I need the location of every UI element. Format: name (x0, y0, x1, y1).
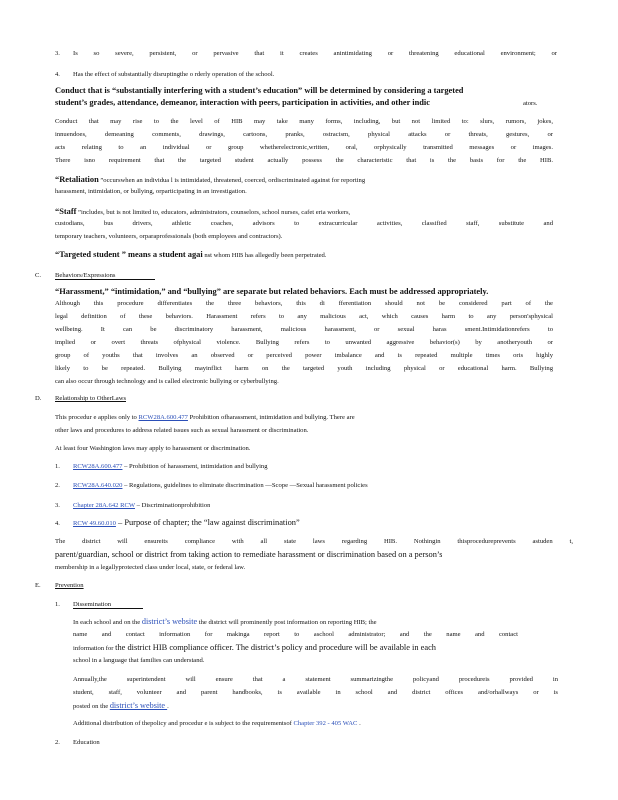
law-list-item (73, 518, 300, 527)
paragraph-line: membership in a legallyprotected class under local, state, or federal law. (55, 564, 246, 571)
paragraph-line: acts relating to an individual or group whetherelectronic,written, oral, orphysically transmitted messages or images. (55, 144, 553, 151)
list-number: 1. (55, 463, 60, 470)
law-list-item (73, 463, 268, 470)
list-number: 3. (55, 50, 60, 57)
conduct-heading: Conduct that is “substantially interfering with a student’s education” will be determined by considering a targeted (55, 86, 464, 95)
laws-intro: At least four Washington laws may apply to harassment or discrimination. (55, 445, 251, 452)
paragraph-text: In each school and on the (73, 619, 142, 626)
conduct-heading-tail: ators. (523, 100, 538, 107)
compliance-officer-text: the district HIB compliance officer. The district’s policy and procedure will be available in each (115, 643, 436, 652)
paragraph-line: Although this procedure differentiates the three behaviors, this di fferentiation should not be considered part of the (55, 300, 553, 307)
behaviors-heading: “Harassment,” “intimidation,” and “bullying” are separate but related behaviors. Each must be addressed appropriately. (55, 287, 489, 296)
section-title: Behaviors/Expressions (55, 272, 155, 280)
paragraph-text: Additional distribution of thepolicy and procedur e is subject to the requirementsof (73, 720, 294, 727)
definition-bold: ” means a student agai (119, 250, 203, 259)
paragraph-text: . (167, 703, 169, 710)
staff-definition (55, 207, 350, 216)
district-website-link[interactable]: district’s website (109, 701, 168, 710)
paragraph-line: The district will ensureits compliance with all state laws regarding HIB. Nothingin thisprocedureprevents astuden t, (55, 538, 573, 545)
section-letter: C. (35, 272, 42, 279)
paragraph-line: custodians, bus drivers, athletic coaches, advisors to extracurricular activities, classified staff, substitute and (55, 220, 553, 227)
paragraph-line: school in a language that families can understand. (73, 657, 205, 664)
defined-term: “Staff (55, 207, 77, 216)
section-title: Prevention (55, 582, 84, 589)
paragraph-text: This procedur e applies only to (55, 414, 139, 421)
paragraph-line: implied or overt threats ofphysical violence. Bullying refers to unwanted aggressive behavior(s) by anotheryouth or (55, 339, 553, 346)
paragraph-line: Annually,the superintendent will ensure that a statement summarizingthe policyand procedureis provided in (73, 676, 558, 683)
targeted-student-definition (55, 250, 326, 259)
paragraph-line: harassment, intimidation, or bullying, orparticipating in an investigation. (55, 188, 247, 195)
law-description: – Discriminationprohibition (134, 502, 211, 509)
paragraph-line: There isno requirement that the targeted student actually possess the characteristic that is the basis for the HIB. (55, 157, 553, 164)
list-number: 4. (55, 520, 60, 527)
list-number: 1. (55, 601, 60, 608)
definition-text: ”includes, but is not limited to, educators, administrators, counselors, school nurses, cafet eria workers, (76, 209, 351, 216)
paragraph-line: name and contact information for makinga report to aschool administrator; and the name and contact (73, 631, 518, 638)
paragraph-line (73, 643, 436, 652)
paragraph-text: information for (73, 645, 116, 652)
paragraph-line: other laws and procedures to address related issues such as sexual harassment or discrimination. (55, 427, 309, 434)
list-number: 2. (55, 482, 60, 489)
paragraph-line (73, 720, 361, 727)
paragraph-line: parent/guardian, school or district from taking action to remediate harassment or discrimination based on a person’s (55, 550, 443, 559)
paragraph-line (73, 701, 169, 710)
law-list-item (73, 502, 210, 509)
paragraph-text: posted on the (73, 703, 110, 710)
retaliation-definition (55, 175, 365, 184)
relationship-paragraph (55, 414, 355, 421)
paragraph-line: can also occur through technology and is called electronic bullying or cyberbullying. (55, 378, 279, 385)
definition-text: ”occurswhen an individua l is intimidated, threatened, coerced, ordiscriminated against for reporting (98, 177, 366, 184)
paragraph-line: likely to be repeated. Bullying mayinflict harm on the targeted youth including physical or educational harm. Bullying (55, 365, 553, 372)
paragraph-line: temporary teachers, volunteers, orparaprofessionals (both employees and contractors). (55, 233, 283, 240)
law-description: – Purpose of chapter; the “law against discrimination” (115, 518, 300, 527)
dissemination-paragraph (73, 617, 377, 626)
paragraph-line: student, staff, volunteer and parent handbooks, is available in school and district offices and/orhallways or is (73, 689, 558, 696)
rcw-link[interactable]: RCW28A.600.477 (138, 414, 188, 421)
paragraph-text: . (357, 720, 361, 727)
list-number: 4. (55, 71, 60, 78)
rcw-link[interactable]: Chapter 28A.642 RCW (73, 502, 135, 509)
paragraph-line: wellbeing. It can be discriminatory harassment, malicious harassment, or sexual haras sment.Intimidationrefers to (55, 326, 553, 333)
wac-link[interactable]: Chapter 392 - 405 WAC (293, 720, 358, 727)
subsection-title: Dissemination (73, 601, 143, 609)
paragraph-text: Prohibition ofharassment, intimidation and bullying. There are (187, 414, 355, 421)
section-letter: D. (35, 395, 42, 402)
paragraph-line: group of youths that involves an observed or perceived power imbalance and is repeated multiple times oris highly (55, 352, 553, 359)
section-title: Relationship to OtherLaws (55, 395, 127, 402)
definition-text: nst whom HIB has allegedly been perpetrated. (202, 252, 327, 259)
law-description: – Prohibition of harassment, intimidation and bullying (122, 463, 268, 470)
section-letter: E. (35, 582, 41, 589)
rcw-link[interactable]: RCW28A.640.020 (73, 482, 123, 489)
law-description: – Regulations, guidelines to eliminate discrimination —Scope —Sexual harassment policies (122, 482, 368, 489)
paragraph-line: legal definition of these behaviors. Harassment refers to any malicious act, which causes harm to any person'sphysical (55, 313, 553, 320)
district-website-link[interactable]: district’s website (141, 617, 198, 626)
rcw-link[interactable]: RCW28A.600.477 (73, 463, 123, 470)
defined-term: “Retaliation (55, 175, 99, 184)
subsection-title: Education (73, 739, 100, 746)
conduct-heading: student’s grades, attendance, demeanor, interaction with peers, participation in activities, and other indic (55, 98, 430, 107)
list-number: 2. (55, 739, 60, 746)
law-list-item (73, 482, 368, 489)
list-item-text: Has the effect of substantially disruptingthe o rderly operation of the school. (73, 71, 275, 78)
list-item-text: Is so severe, persistent, or pervasive that it creates anintimidating or threatening educational environment; or (73, 50, 557, 57)
list-number: 3. (55, 502, 60, 509)
paragraph-line: Conduct that may rise to the level of HIB may take many forms, including, but not limited to: slurs, rumors, jokes, (55, 118, 553, 125)
paragraph-text: the district will prominently post information on reporting HIB; the (197, 619, 377, 626)
defined-term: “Targeted student (55, 250, 120, 259)
paragraph-line: innuendoes, demeaning comments, drawings, cartoons, pranks, ostracism, physical attacks or threats, gestures, or (55, 131, 553, 138)
rcw-link[interactable]: RCW 49.60.010 (73, 520, 116, 527)
